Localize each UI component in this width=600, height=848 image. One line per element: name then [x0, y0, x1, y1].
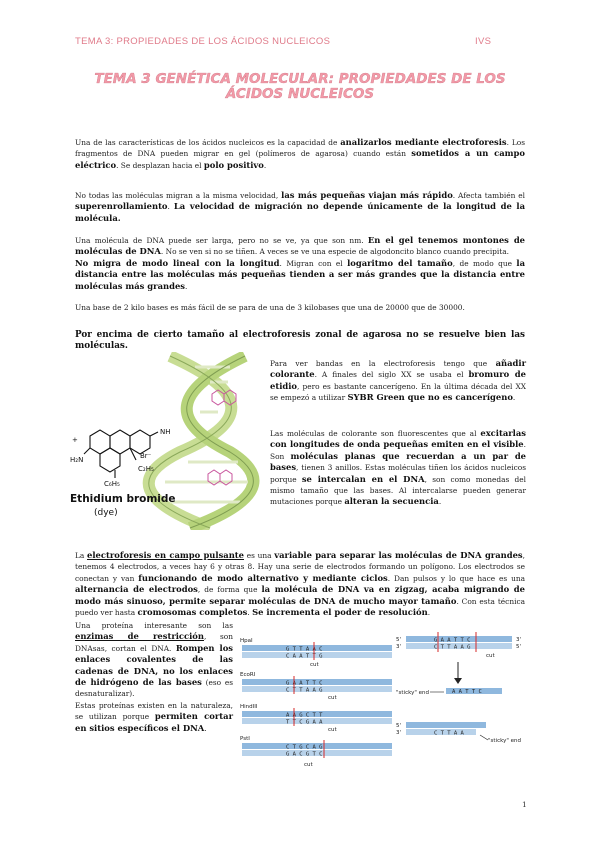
seq-top: C T G C A G [286, 744, 323, 751]
cut-label: cut [310, 662, 319, 668]
cut-label: cut [328, 727, 337, 733]
seq-bottom: T T C G A A [286, 719, 323, 726]
enzyme-row [240, 672, 392, 701]
seq-bottom: G A C G T C [286, 751, 323, 758]
seq-bottom: C T T A A G [286, 687, 323, 694]
sticky-ends-figure [394, 630, 530, 766]
ethidium-br: Br⁻ [140, 452, 152, 460]
paragraph-kilobases: Una base de 2 kilo bases es más fácil de se para de una de 3 kilobases que una de 20000 que de 30000. [75, 303, 465, 312]
ethidium-label: Ethidium bromide [70, 493, 176, 505]
page-title: TEMA 3 GENÉTICA MOLECULAR: PROPIEDADES DE LOS ÁCIDOS NUCLEICOS [94, 71, 506, 102]
paragraph-campo-pulsante: La electroforesis en campo pulsante es una variable para separar las moléculas de DNA grandes, tenemos 4 electrodos, a veces hay 6 y otras 8. Hay una serie de electrodos formando un polígono. Los electrodos se conectan y van funcionando de modo alternativo y mediante ciclos. Dan pulsos y lo que hace es una alternancia de electrodos, de forma que la molécula de DNA va en zigzag, acaba migrando de modo más sinuoso, permite separar moléculas de DNA de mucho mayor tamaño. Con esta técnica puedo ver hasta cromosomas completos. Se incrementa el poder de resolución. [75, 550, 526, 618]
running-header-initials: IVS [475, 36, 492, 47]
paragraph-electroforesis: Una de las características de los ácidos nucleicos es la capacidad de analizarlos mediante electroforesis. Los fragmentos de DNA pueden migrar en gel (polímeros de agarosa) cuando están sometidos a un campo eléctrico. Se desplazan hacia el polo positivo. [75, 137, 525, 170]
site-seq-top: G A A T T C [434, 637, 471, 644]
three-prime-label: 3' [516, 637, 522, 643]
three-prime-label: 3' [396, 730, 402, 736]
site-seq-bottom: C T T A A G [434, 644, 471, 651]
paragraph-colorante: Para ver bandas en la electroforesis tengo que añadir colorante. A finales del siglo XX se usaba el bromuro de etidio, pero es bastante cancerígeno. En la última década del XX se empezó a utilizar SYBR Green que no es cancerígeno. [270, 358, 526, 403]
sticky-end-label: "sticky" end [488, 738, 521, 744]
enzyme-name: HindIII [240, 704, 258, 710]
sticky-seq-top: A A T T C [452, 689, 482, 695]
enzyme-name: EcoRI [240, 672, 256, 678]
page-number: 1 [522, 800, 527, 809]
ethidium-sublabel: (dye) [94, 508, 118, 518]
five-prime-label: 5' [396, 723, 402, 729]
restriction-sites-figure [238, 636, 410, 772]
ethidium-bromide-figure [70, 352, 265, 530]
enzyme-row [240, 736, 392, 768]
paragraph-enzimas-restriccion: Una proteína interesante son las enzimas de restricción, son DNAsas, cortan el DNA. Rompen los enlaces covalentes de las cadenas de DNA, no los enlaces de hidrógeno de las bases (eso es desnaturalizar). Estas proteínas existen en la naturaleza, se utilizan porque permiten cortar en sitios específicos el DNA. [75, 621, 233, 733]
seq-top: G T T A A C [286, 646, 323, 653]
running-header: TEMA 3: PROPIEDADES DE LOS ÁCIDOS NUCLEICOS [75, 36, 331, 47]
sticky-seq-bottom: C T T A A [434, 730, 464, 737]
five-prime-label: 5' [516, 644, 522, 650]
five-prime-label: 5' [396, 637, 402, 643]
cut-label: cut [486, 653, 495, 659]
cut-label: cut [328, 695, 337, 701]
ethidium-plus: + [72, 436, 78, 444]
enzyme-row [240, 638, 392, 668]
three-prime-label: 3' [396, 644, 402, 650]
ethidium-c2h5: C₂H₅ [138, 465, 154, 473]
paragraph-fluorescencia: Las moléculas de colorante son fluorescentes que al excitarlas con longitudes de onda pequeñas emiten en el visible. Son moléculas planas que recuerdan a un par de bases, tienen 3 anillos. Estas moléculas tiñen los ácidos nucleicos porque se intercalan en el DNA, son como monedas del mismo tamaño que las bases. Al intercalarse pueden generar mutaciones porque alteran la secuencia. [270, 428, 526, 507]
ethidium-nh: NH [160, 428, 171, 436]
ethidium-c6h5: C₆H₅ [104, 480, 120, 488]
seq-top: A A G C T T [286, 712, 323, 719]
enzyme-name: HpaI [240, 638, 253, 644]
seq-top: G A A T T C [286, 680, 323, 687]
enzyme-row [240, 704, 392, 733]
paragraph-velocidad: No todas las moléculas migran a la misma velocidad, las más pequeñas viajan más rápido. Afecta también el superenrollamiento. La velocidad de migración no depende únicamente de la longitud de la molécula. [75, 190, 526, 223]
seq-bottom: C A A T T G [286, 653, 323, 660]
paragraph-molecula-dna: Una molécula de DNA puede ser larga, pero no se ve, ya que son nm. En el gel tenemos montones de moléculas de DNA. No se ven si no se tiñen. A veces se ve una especie de algodoncito blanco cuando precipita. No migra de modo lineal con la longitud. Migran con el logaritmo del tamaño, de modo que la distancia entre las moléculas más pequeñas tienden a ser más grandes que la distancia entre moléculas más grandes. [75, 235, 526, 291]
ethidium-h2n: H₂N [70, 456, 84, 464]
enzyme-name: PstI [240, 736, 250, 742]
cut-label: cut [304, 762, 313, 768]
paragraph-agarosa: Por encima de cierto tamaño al electroforesis zonal de agarosa no se resuelve bien las moléculas. [75, 330, 525, 352]
sticky-end-label: "sticky" end [396, 690, 429, 696]
